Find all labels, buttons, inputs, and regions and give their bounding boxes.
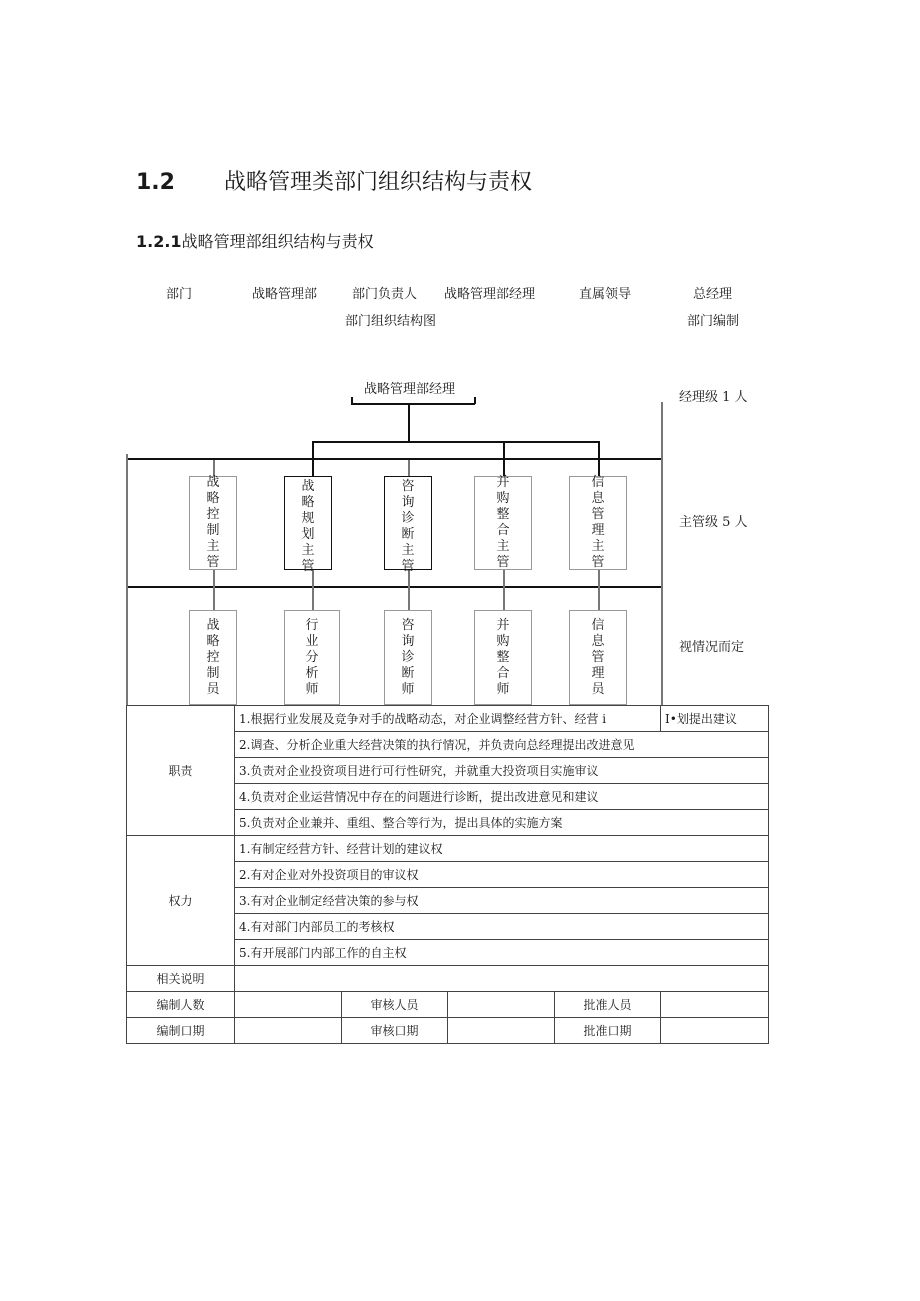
approve-date-label: 批准口期 (555, 1018, 661, 1044)
staff-box-1: 战略控制员 (189, 610, 237, 705)
section-title: 战略管理类部门组织结构与责权 (224, 170, 533, 195)
org-chart-label: 部门组织结构图 (345, 314, 437, 329)
link-5 (598, 569, 600, 610)
frame-left (126, 454, 128, 705)
duty-item-1-tail: I•划提出建议 (661, 706, 769, 732)
meta-label-leader: 直属领导 (579, 287, 632, 302)
power-item-3: 3.有对企业制定经营决策的参与权 (235, 888, 769, 914)
trunk-line (408, 403, 410, 442)
meta-label-head: 部门负责人 (352, 287, 418, 302)
table-row (127, 706, 769, 732)
org-top-manager: 战略管理部经理 (364, 382, 456, 397)
bracket-tick-left (351, 397, 353, 404)
duty-item-2: 2.调查、分析企业重大经营决策的执行情况，并负责向总经理提出改进意见 (235, 732, 769, 758)
manager-box-4: 并购整合主管 (474, 476, 532, 570)
section-number: 1.2 (136, 170, 175, 195)
prepared-count-value (235, 992, 342, 1018)
prepared-date-label: 编制口期 (127, 1018, 235, 1044)
meta-label-dept: 部门 (166, 287, 193, 302)
subsection-heading (136, 229, 374, 252)
bracket-line (351, 403, 475, 405)
level-supervisor: 主管级 5 人 (679, 515, 748, 530)
power-item-5: 5.有开展部门内部工作的自主权 (235, 940, 769, 966)
duties-label: 职责 (127, 706, 235, 836)
duty-item-4: 4.负责对企业运营情况中存在的问题进行诊断，提出改进意见和建议 (235, 784, 769, 810)
table-row (127, 836, 769, 862)
duty-item-3: 3.负责对企业投资项目进行可行性研究，并就重大投资项目实施审议 (235, 758, 769, 784)
bracket-tick-right (474, 397, 476, 404)
link-1 (213, 569, 215, 610)
stub-1 (213, 460, 215, 476)
table-row (127, 1018, 769, 1044)
meta-value-leader: 总经理 (693, 287, 733, 302)
meta-value-head: 战略管理部经理 (444, 287, 536, 302)
manager-box-1: 战略控制主管 (189, 476, 237, 570)
staff-box-3: 咨询诊断师 (384, 610, 432, 705)
power-item-4: 4.有对部门内部员工的考核权 (235, 914, 769, 940)
headcount-label: 部门编制 (687, 314, 740, 329)
table-row (127, 966, 769, 992)
frame-right (661, 402, 663, 705)
power-item-1: 1.有制定经营方针、经营计划的建议权 (235, 836, 769, 862)
approver-value (661, 992, 769, 1018)
prepared-date-value (235, 1018, 342, 1044)
review-date-label: 审核口期 (342, 1018, 448, 1044)
staff-box-2: 行业分析师 (284, 610, 340, 705)
approve-date-value (661, 1018, 769, 1044)
staff-box-4: 并购整合师 (474, 610, 532, 705)
link-2 (312, 569, 314, 610)
duty-item-5: 5.负责对企业兼并、重组、整合等行为，提出具体的实施方案 (235, 810, 769, 836)
review-date-value (448, 1018, 555, 1044)
level-staff: 视情况而定 (679, 640, 745, 655)
stub-3 (408, 460, 410, 476)
duty-item-1: 1.根据行业发展及竞争对手的战略动态，对企业调整经营方针、经营 i (235, 706, 661, 732)
notes-label: 相关说明 (127, 966, 235, 992)
prepared-count-label: 编制人数 (127, 992, 235, 1018)
branch-line (312, 441, 599, 443)
divider-lower (126, 586, 662, 588)
subsection-number: 1.2.1 (136, 232, 182, 251)
link-3 (408, 569, 410, 610)
level-manager: 经理级 1 人 (679, 390, 748, 405)
manager-box-3: 咨询诊断主管 (384, 476, 432, 570)
notes-value (235, 966, 769, 992)
manager-box-5: 信息管理主管 (569, 476, 627, 570)
reviewer-value (448, 992, 555, 1018)
power-item-2: 2.有对企业对外投资项目的审议权 (235, 862, 769, 888)
duties-powers-table (126, 705, 769, 1044)
divider-upper (126, 458, 662, 460)
approver-label: 批准人员 (555, 992, 661, 1018)
link-4 (503, 569, 505, 610)
manager-box-2: 战略规划主管 (284, 476, 332, 570)
subsection-title: 战略管理部组织结构与责权 (181, 232, 374, 251)
reviewer-label: 审核人员 (342, 992, 448, 1018)
staff-box-5: 信息管理员 (569, 610, 627, 705)
powers-label: 权力 (127, 836, 235, 966)
section-heading (136, 165, 532, 196)
table-row (127, 992, 769, 1018)
meta-value-dept: 战略管理部 (252, 287, 318, 302)
